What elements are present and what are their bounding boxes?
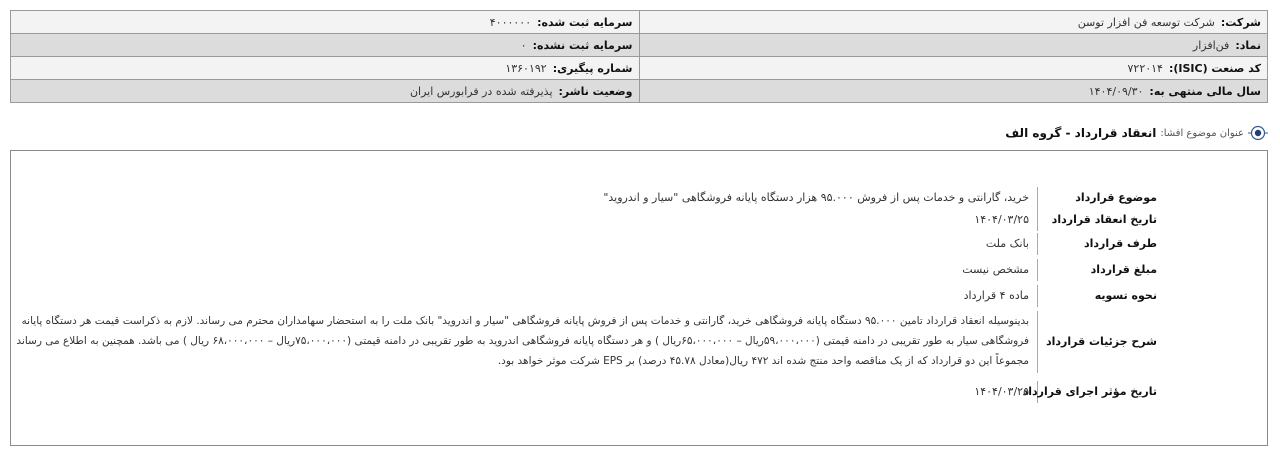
effective-value: ۱۴۰۴/۰۳/۲۵ bbox=[974, 385, 1029, 398]
disclosure-title bbox=[1005, 122, 1268, 144]
capital-registered-value: ۴۰۰۰۰۰۰ bbox=[489, 15, 532, 29]
fiscal-cell bbox=[639, 80, 1268, 103]
target-icon bbox=[1248, 123, 1268, 143]
date-label: تاریخ انعقاد قرارداد bbox=[1037, 209, 1157, 231]
tracking-label: شماره پیگیری: bbox=[552, 61, 633, 75]
publisher-cell bbox=[11, 80, 640, 103]
company-label: شرکت: bbox=[1220, 15, 1261, 29]
header-row bbox=[11, 57, 1268, 80]
header-row bbox=[11, 11, 1268, 34]
subject-value: خرید، گارانتی و خدمات پس از فروش ۹۵.۰۰۰ هزار دستگاه پایانه فروشگاهی "سیار و اندروید" bbox=[603, 191, 1029, 204]
party-value: بانک ملت bbox=[985, 237, 1029, 250]
amount-value: مشخص نیست bbox=[962, 263, 1029, 276]
party-row bbox=[986, 233, 1157, 255]
date-value: ۱۴۰۴/۰۳/۲۵ bbox=[974, 213, 1029, 226]
party-label: طرف قرارداد bbox=[1037, 233, 1157, 255]
symbol-value: فن‌افزار bbox=[1192, 38, 1230, 52]
effective-row bbox=[974, 381, 1157, 403]
date-row bbox=[974, 209, 1157, 231]
amount-label: مبلغ قرارداد bbox=[1037, 259, 1157, 281]
company-info-table bbox=[10, 10, 1268, 103]
contract-details-panel bbox=[10, 150, 1268, 446]
publisher-label: وضعیت ناشر: bbox=[558, 84, 633, 98]
effective-label: تاریخ مؤثر اجرای قرارداد bbox=[1037, 381, 1157, 403]
tracking-cell bbox=[11, 57, 640, 80]
isic-label: کد صنعت (ISIC): bbox=[1168, 61, 1261, 75]
company-cell bbox=[639, 11, 1268, 34]
capital-unregistered-cell bbox=[11, 34, 640, 57]
settlement-row bbox=[964, 285, 1157, 307]
company-value: شرکت توسعه فن افزار توسن bbox=[1077, 15, 1215, 29]
fiscal-value: ۱۴۰۴/۰۹/۳۰ bbox=[1088, 84, 1144, 98]
subject-label: موضوع قرارداد bbox=[1037, 187, 1157, 209]
header-row bbox=[11, 80, 1268, 103]
settlement-label: نحوه تسویه bbox=[1037, 285, 1157, 307]
tracking-value: ۱۳۶۰۱۹۲ bbox=[505, 61, 547, 75]
description-label: شرح جزئیات قرارداد bbox=[1037, 311, 1157, 373]
capital-registered-cell bbox=[11, 11, 640, 34]
description-value: بدینوسیله انعقاد قرارداد تامین ۹۵.۰۰۰ دستگاه پایانه فروشگاهی خرید، گارانتی و خدمات پس از فروش پایانه فروشگاهی "سیار و اندروید" بانک ملت را به استحضار سهامداران محترم می رساند. لازم به ذکراست قیمت هر دستگاه پایانه فروشگاهی سیار به طور تقریبی در دامنه قیمتی (۵۹،۰۰۰،۰۰۰ریال – ۶۵،۰۰۰،۰۰۰ریال ) و هر دستگاه پایانه فروشگاهی اندروید به طور تقریبی در دامنه قیمتی (۷۵،۰۰۰،۰۰۰ریال – ۶۸،۰۰۰،۰۰۰ ریال ) می باشد. همچنین به اطلاع می رساند مجموعاً این دو قرارداد که از یک مناقصه واحد منتج شده اند ۴۷۲ ریال(معادل ۴۵.۷۸ درصد) بر EPS شرکت موثر خواهد بود. bbox=[16, 315, 1029, 367]
header-row bbox=[11, 34, 1268, 57]
isic-cell bbox=[639, 57, 1268, 80]
capital-unregistered-label: سرمایه ثبت نشده: bbox=[532, 38, 633, 52]
capital-registered-label: سرمایه ثبت شده: bbox=[537, 15, 633, 29]
subject-row bbox=[603, 187, 1157, 209]
disclosure-title-label: عنوان موضوع افشا: bbox=[1160, 127, 1244, 139]
symbol-cell bbox=[639, 34, 1268, 57]
disclosure-title-value: انعقاد قرارداد - گروه الف bbox=[1005, 126, 1157, 140]
description-row bbox=[0, 311, 1157, 373]
publisher-value: پذیرفته شده در فرابورس ایران bbox=[409, 84, 553, 98]
capital-unregistered-value: ۰ bbox=[520, 38, 527, 52]
symbol-label: نماد: bbox=[1235, 38, 1261, 52]
isic-value: ۷۲۲۰۱۴ bbox=[1127, 61, 1163, 75]
fiscal-label: سال مالی منتهی به: bbox=[1149, 84, 1261, 98]
amount-row bbox=[962, 259, 1157, 281]
settlement-value: ماده ۴ قرارداد bbox=[963, 289, 1029, 302]
